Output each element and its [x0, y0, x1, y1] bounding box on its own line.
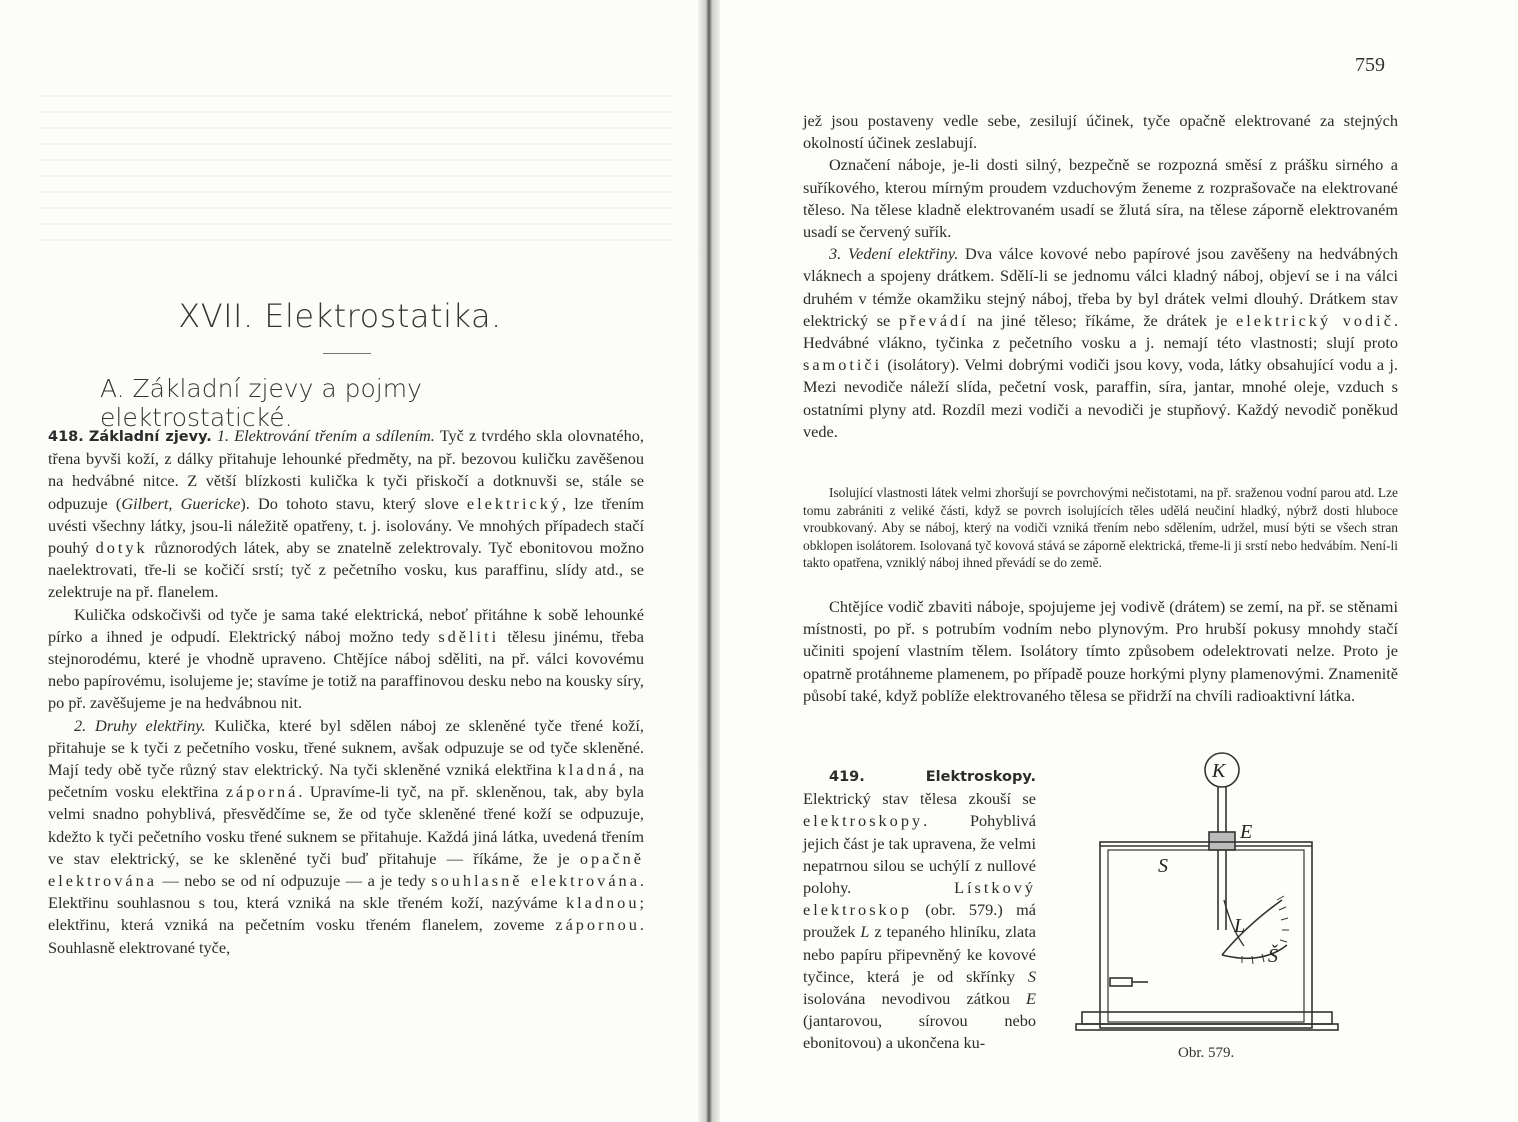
book-gutter [698, 0, 720, 1122]
spaced-term: kladnou [566, 893, 640, 913]
spaced-term: dotyk [95, 538, 148, 558]
chapter-title: XVII. Elektrostatika. [178, 297, 502, 335]
paragraph: Označení náboje, je-li dosti silný, bezpečně se rozpozná směsí z prášku sirného a suříkového, kterou mírným proudem vzduchovým ženeme z rozprašovače na elektrované těleso. Na tělese kladně elektrovaném usadí se žlutá síra, na tělese záporně elektrovaném usadí se červený suřík. [803, 155, 1398, 242]
spaced-term: záporná [225, 782, 299, 802]
label-s-caron: Š [1268, 945, 1278, 967]
section-heading: Základní zjevy. [88, 429, 212, 445]
spaced-term: opačně elektrována [48, 848, 644, 891]
label-k: K [1212, 760, 1226, 782]
paragraph: Chtějíce vodič zbaviti náboje, spojujeme jej vodivě (drátem) se zemí, na př. se stěnami místnosti, po př. s potrubím vodním nebo plynovým. Pro hrubší pokusy mnohdy stačí učiniti spojení vlastním tělem. Isolátory tímto způsobem odelektrovati nelze. Proto je opatrně protáhneme plamenem, po případě pouze horkými plyny plamenovými. Znamenitě působí také, když poblíže elektrovaného tělesa se přidrží na chvíli radioaktivní látka. [803, 597, 1398, 705]
label-e: E [1240, 821, 1253, 843]
spaced-term: Lístkový elektroskop [803, 878, 1036, 920]
spaced-term: zápornou [555, 915, 640, 935]
spaced-term: elektroskopy [803, 811, 924, 831]
section-number: 418. [48, 429, 84, 445]
spaced-term: elektrický vodič [1236, 310, 1394, 330]
spaced-term: samotiči [803, 355, 883, 375]
paragraph-419: 419. Elektroskopy. Elektrický stav tělesa zkouší se elektroskopy. Pohyblivá jejich část je tak upravena, že velmi nepatrnou silou se uchýlí z nullové polohy. Lístkový elektroskop (obr. 579.) má proužek L z tepaného hliníku, zlata nebo papíru připevněný ke kovové tyčince, která je od skřínky S isolována nevodivou zátkou E (jantarovou, sírovou nebo ebonitovou) a ukončena ku- [803, 769, 1036, 1053]
paragraph: jež jsou postaveny vedle sebe, zesilují účinek, tyče opačně elektrované za stejných okolností účinek zeslabují. [803, 111, 1398, 153]
section-number: 419. [829, 769, 865, 785]
subheading: 1. Elektrování třením a sdílením. [216, 426, 435, 445]
right-column-mid [803, 596, 1398, 707]
paragraph: 2. Druhy elektřiny. Kulička, které byl sdělen náboj ze skleněné tyče třené koží, přitahuje se k tyči z pečetního vosku, třené suknem, avšak odpuzuje se od tyče skleněné. Mají tedy obě tyče různý stav elektrický. Na tyči skleněné vzniká elektřina kladná, na pečetním vosku elektřina záporná. Upravíme-li tyč, na př. skleněnou, tak, aby byla velmi snadno pohyblivá, přesvědčíme se, že od tyče skleněné třené koží se odpuzuje, kdežto k tyči pečetního vosku třené suknem se přitahuje. Každá jiná látka, uvedená třením ve stav elektrický, se ke skleněné tyči buď přitahuje — říkáme, že je opačně elektrována — nebo se od ní odpuzuje — a je tedy souhlasně elektrována. Elektřinu souhlasnou s tou, která vzniká na skle třeném koží, nazýváme kladnou; elektřinu, která vzniká na pečetním vosku třeném flanelem, zoveme zápornou. Souhlasně elektrované tyče, [48, 715, 645, 957]
show-through-text [40, 95, 670, 245]
label-s: S [1158, 855, 1168, 877]
spaced-term: elektrický [466, 493, 563, 513]
side-screw [1110, 978, 1132, 986]
author-reference: Guericke [180, 493, 241, 513]
small-print-note: Isolující vlastnosti látek velmi zhoršují se povrchovými nečistotami, na př. sraženou vodní parou atd. Lze tomu zabrániti z veliké části, když se povrch isolujících těles udělá neučiní hladký, nýbrž dosti hluboce vroubkovaný. Aby se náboj, který na vodiči vzniká třením nebo sdělením, udržel, musí býti se všech stran obklopen isolátorem. Isolovaná tyč kovová stává se záporně elektrická, třeme-li ji srstí nebo hedvábím. Není-li takto opatřena, vzniklý náboj ihned převádí se do země. [803, 485, 1398, 571]
section-title: A. Základní zjevy a pojmy elektrostatické. [100, 374, 422, 432]
page-number: 759 [1355, 54, 1385, 76]
paragraph: 3. Vedení elektřiny. Dva válce kovové nebo papírové jsou zavěšeny na hedvábných vláknech a spojeny drátkem. Sdělí-li se jednomu válci kladný náboj, objeví se i na válci druhém v témže okamžiku stejný náboj, třeba by byl drátek velmi dlouhý. Drátkem stav elektrický se převádí na jiné těleso; říkáme, že drátek je elektrický vodič. Hedvábné vlákno, tyčinka z pečetního vosku a j. nemají této vlastnosti; slují proto samotiči (isolátory). Velmi dobrými vodiči jsou kovy, voda, látky obsahující vodu a j. Mezi nevodiče náleží slída, pečetní vosk, paraffin, síra, jantar, mnohé oleje, vzduch s ostatními plyny atd. Rozdíl mezi vodiči a nevodiči je stupňový. Každý nevodič poněkud vede. [803, 244, 1399, 441]
subheading: 2. Druhy elektřiny. [74, 715, 206, 735]
electroscope-figure [1072, 750, 1342, 1040]
label-l: L [1234, 915, 1246, 937]
paragraph: Kulička odskočivši od tyče je sama také elektrická, neboť přitáhne k sobě lehounké pírko a ihned je odpudí. Elektrický náboj možno tedy sděliti tělesu jinému, třeba stejnorodému, které je vhodně upraveno. Chtějíce náboj sděliti, na př. válci kovovému nebo papírovému, isolujeme je; stavíme je totiž na paraffinovou desku nebo na kousky síry, po př. zavěšujeme je na hedvábnou nit. [48, 604, 644, 713]
spaced-term: souhlasně elektrována [431, 871, 640, 891]
right-column-top [803, 110, 1398, 443]
spaced-term: kladná [557, 760, 619, 780]
insulating-stopper [1209, 832, 1235, 850]
paragraph-418: 418. Základní zjevy. 1. Elektrování třením a sdílením. Tyč z tvrdého skla olovnatého, třena byvši koží, z dálky přitahuje lehounké předměty, na př. bezovou kuličku zavěšenou na hedvábné nitce. Z větší blízkosti kulička k tyči přiskočí a dotknuvši se, stále se odpuzuje (Gilbert, Guericke). Do tohoto stavu, který slove elektrický, lze třením uvésti všechny látky, jsou-li náležitě opatřeny, t. j. isolovány. Ve mnohých případech stačí pouhý dotyk různorodých látek, aby se znatelně zelektrovaly. Tyč ebonitovou možno naelektrovati, tře-li se kočičí srstí; tyč z pečetního vosku, kus paraffinu, slídy atd., se zelektruje na př. flanelem. [48, 426, 645, 602]
subheading: 3. Vedení elektřiny. [829, 244, 959, 264]
author-reference: Gilbert [121, 493, 169, 513]
left-column [48, 425, 644, 959]
case-s [1100, 842, 1312, 1028]
spaced-term: sděliti [438, 626, 500, 646]
spaced-term: převádí [898, 310, 969, 330]
title-divider [323, 353, 371, 354]
section-heading: Elektroskopy. [925, 769, 1036, 785]
figure-caption: Obr. 579. [1178, 1045, 1235, 1061]
